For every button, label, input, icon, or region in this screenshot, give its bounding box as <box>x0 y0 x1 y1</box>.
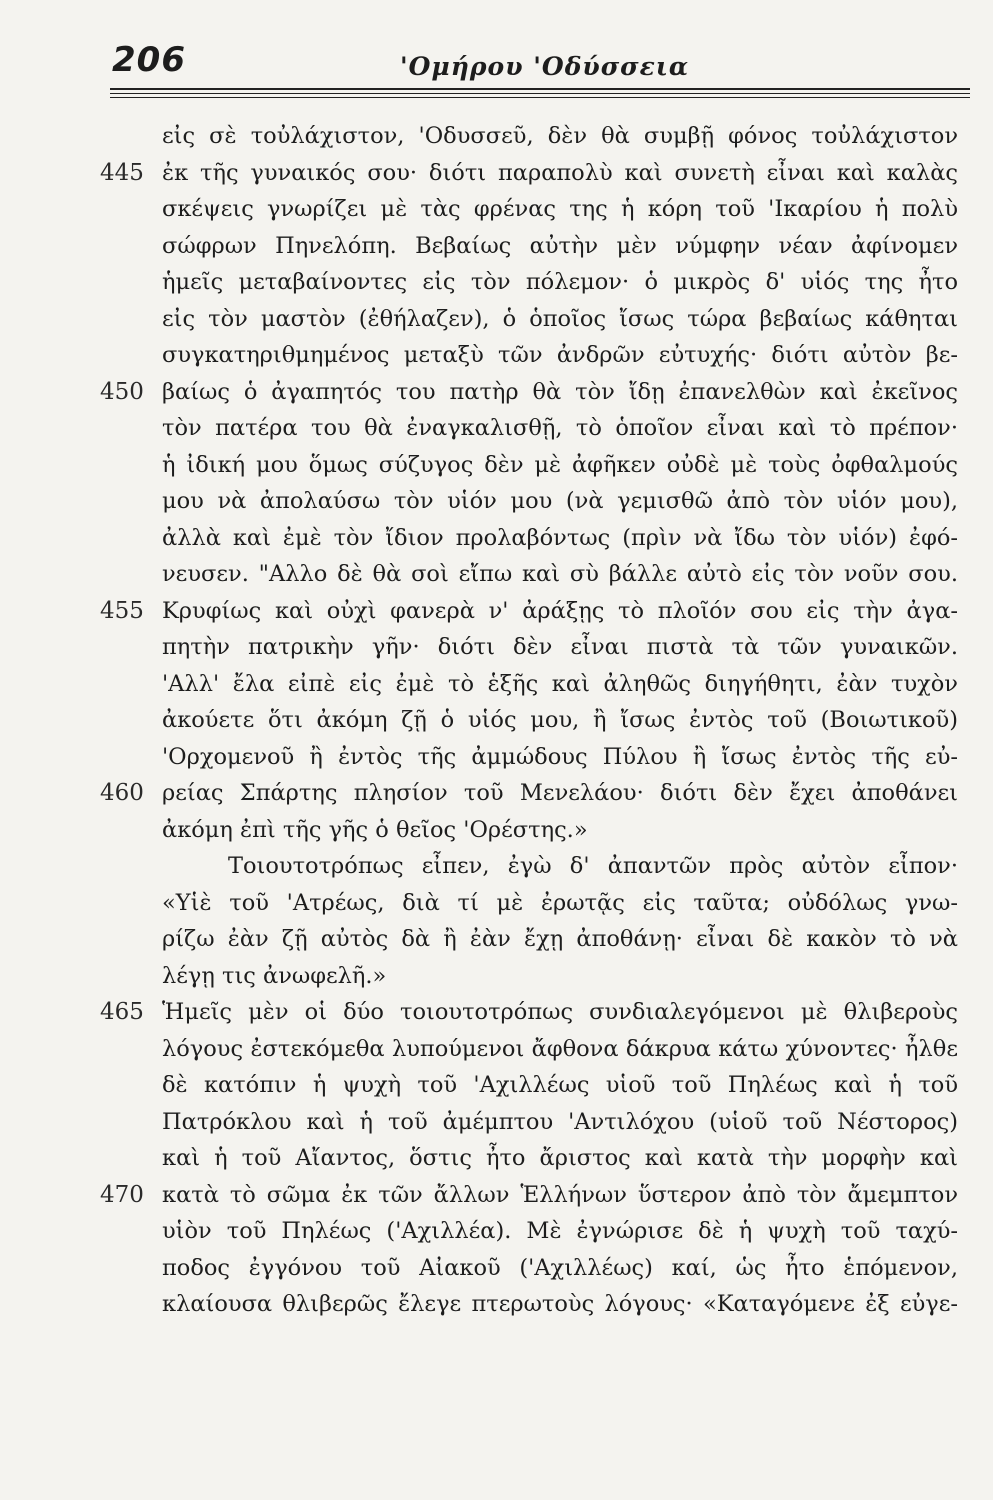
verse-number: 450 <box>100 378 144 405</box>
text-line: ποδος ἐγγόνου τοῦ Αἰακοῦ ('Αχιλλέως) καί, ὡς ἦτο ἑπόμενον, <box>162 1254 958 1281</box>
text-line: εἰς σὲ τοὐλάχιστον, 'Οδυσσεῦ, δὲν θὰ συμβῇ φόνος τοὐλάχιστον <box>162 123 958 149</box>
text-line: Τοιουτοτρόπως εἶπεν, ἐγὼ δ' ἀπαντῶν πρὸς αὐτὸν εἶπον· <box>228 853 958 879</box>
text-line: κλαίουσα θλιβερῶς ἔλεγε πτερωτοὺς λόγους· «Καταγόμενε ἐξ εὐγε- <box>162 1291 958 1317</box>
page-number: 206 <box>112 40 186 80</box>
text-line: λόγους ἐστεκόμεθα λυπούμενοι ἄφθονα δάκρυα κάτω χύνοντες· ἦλθε <box>162 1035 958 1062</box>
verse-number: 445 <box>100 159 144 186</box>
verse-number: 465 <box>100 999 144 1025</box>
running-title: 'Ομήρου 'Οδύσσεια <box>400 52 690 81</box>
text-line: βαίως ὁ ἀγαπητός του πατὴρ θὰ τὸν ἴδῃ ἐπανελθὼν καὶ ἐκεῖνος <box>162 378 958 405</box>
text-line: «Υἱὲ τοῦ 'Ατρέως, διὰ τί μὲ ἐρωτᾷς εἰς ταῦτα; οὐδόλως γνω- <box>162 889 958 916</box>
text-line: 'Αλλ' ἔλα εἰπὲ εἰς ἐμὲ τὸ ἑξῆς καὶ ἀληθῶς διηγήθητι, ἐὰν τυχὸν <box>162 670 958 697</box>
text-line: υἱὸν τοῦ Πηλέως ('Αχιλλέα). Μὲ ἐγνώρισε δὲ ἡ ψυχὴ τοῦ ταχύ- <box>162 1218 958 1244</box>
text-line: πητὴν πατρικὴν γῆν· διότι δὲν εἶναι πιστὰ τὰ τῶν γυναικῶν. <box>162 634 958 660</box>
text-line: νευσεν. "Αλλο δὲ θὰ σοὶ εἴπω καὶ σὺ βάλλε αὐτὸ εἰς τὸν νοῦν σου. <box>162 561 958 587</box>
text-line: σκέψεις γνωρίζει μὲ τὰς φρένας της ἡ κόρη τοῦ 'Ικαρίου ἡ πολὺ <box>162 196 958 222</box>
text-line: τὸν πατέρα του θὰ ἐναγκαλισθῇ, τὸ ὁποῖον εἶναι καὶ τὸ πρέπον· <box>162 415 958 441</box>
text-line: Κρυφίως καὶ οὐχὶ φανερὰ ν' ἀράξῃς τὸ πλοῖόν σου εἰς τὴν ἀγα- <box>162 597 958 624</box>
text-line: δὲ κατόπιν ἡ ψυχὴ τοῦ 'Αχιλλέως υἱοῦ τοῦ Πηλέως καὶ ἡ τοῦ <box>162 1072 958 1098</box>
verse-number: 455 <box>100 597 144 624</box>
text-line: καὶ ἡ τοῦ Αἴαντος, ὅστις ἦτο ἄριστος καὶ κατὰ τὴν μορφὴν καὶ <box>162 1145 958 1171</box>
text-line: 'Ορχομενοῦ ἢ ἐντὸς τῆς ἀμμώδους Πύλου ἢ ἴσως ἐντὸς τῆς εὐ- <box>162 743 958 770</box>
text-line: ἡμεῖς μεταβαίνοντες εἰς τὸν πόλεμον· ὁ μικρὸς δ' υἱός της ἦτο <box>162 269 958 295</box>
text-line: σώφρων Πηνελόπη. Βεβαίως αὐτὴν μὲν νύμφην νέαν ἀφίνομεν <box>162 232 958 259</box>
text-line: εἰς τὸν μαστὸν (ἐθήλαζεν), ὁ ὁποῖος ἴσως τώρα βεβαίως κάθηται <box>162 305 958 332</box>
text-line: κατὰ τὸ σῶμα ἐκ τῶν ἄλλων Ἑλλήνων ὕστερον ἀπὸ τὸν ἄμεμπτον <box>162 1181 958 1208</box>
header-rule <box>110 97 970 98</box>
header-rule <box>110 88 970 90</box>
text-line: ρείας Σπάρτης πλησίον τοῦ Μενελάου· διότι δὲν ἔχει ἀποθάνει <box>162 780 958 806</box>
text-line: ἀκόμη ἐπὶ τῆς γῆς ὁ θεῖος 'Ορέστης.» <box>162 816 588 843</box>
text-line: μου νὰ ἀπολαύσω τὸν υἱόν μου (νὰ γεμισθῶ ἀπὸ τὸν υἱόν μου), <box>162 488 958 514</box>
header-rule <box>110 93 970 94</box>
text-line: ἀλλὰ καὶ ἐμὲ τὸν ἴδιον προλαβόντως (πρὶν νὰ ἴδω τὸν υἱόν) ἐφό- <box>162 524 958 551</box>
text-line: Πατρόκλου καὶ ἡ τοῦ ἀμέμπτου 'Αντιλόχου (υἱοῦ τοῦ Νέστορος) <box>162 1108 958 1135</box>
text-line: Ἡμεῖς μὲν οἱ δύο τοιουτοτρόπως συνδιαλεγόμενοι μὲ θλιβεροὺς <box>162 999 958 1025</box>
text-line: ἀκούετε ὅτι ἀκόμη ζῇ ὁ υἱός μου, ἢ ἴσως ἐντὸς τοῦ (Βοιωτικοῦ) <box>162 707 958 733</box>
text-line: ἐκ τῆς γυναικός σου· διότι παραπολὺ καὶ συνετὴ εἶναι καὶ καλὰς <box>162 159 958 186</box>
verse-number: 470 <box>100 1181 144 1208</box>
text-line: ρίζω ἐὰν ζῇ αὐτὸς δὰ ἢ ἐὰν ἔχῃ ἀποθάνῃ· εἶναι δὲ κακὸν τὸ νὰ <box>162 926 958 952</box>
text-line: συγκατηριθμημένος μεταξὺ τῶν ἀνδρῶν εὐτυχής· διότι αὐτὸν βε- <box>162 342 958 368</box>
verse-number: 460 <box>100 780 144 806</box>
text-line: λέγῃ τις ἀνωφελῆ.» <box>162 962 387 989</box>
text-line: ἡ ἰδική μου ὅμως σύζυγος δὲν μὲ ἀφῆκεν οὐδὲ μὲ τοὺς ὀφθαλμούς <box>162 451 958 478</box>
